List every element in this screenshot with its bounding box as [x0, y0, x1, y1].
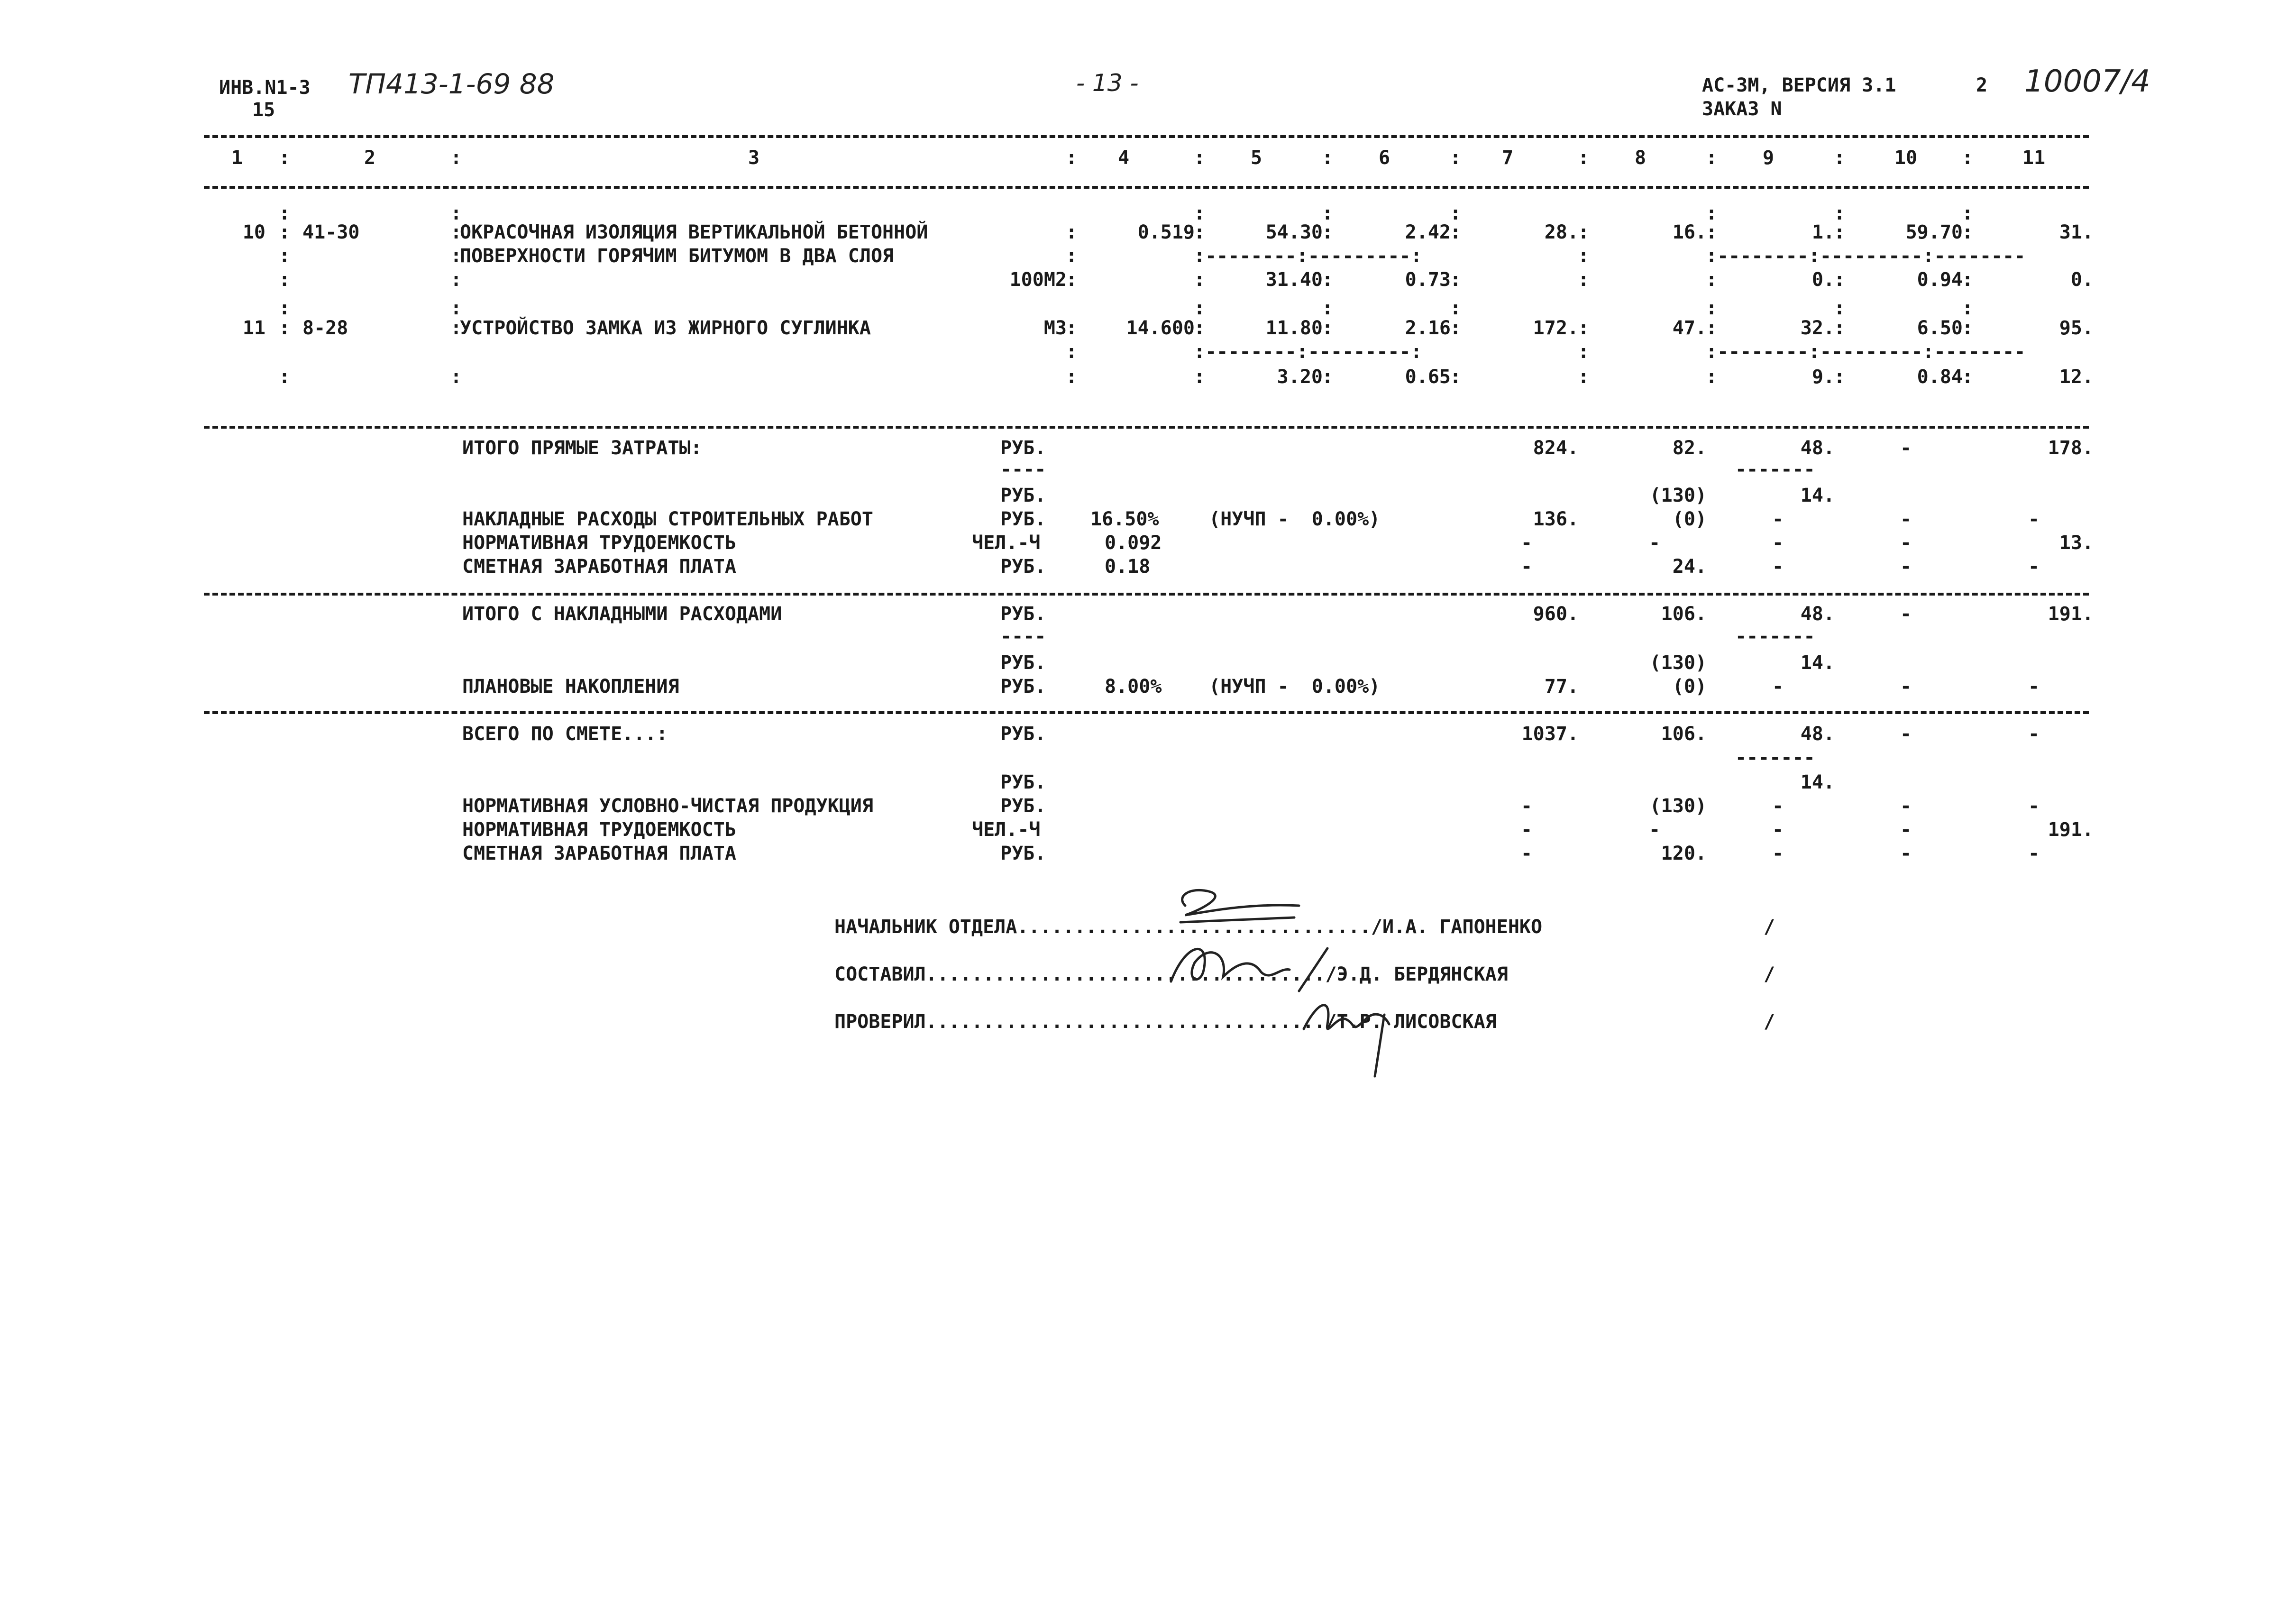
col-sep: :: [1194, 317, 1206, 339]
cell-c10: 6.50: [1917, 317, 1963, 339]
labor-label: НОРМАТИВНАЯ ТРУДОЕМКОСТЬ: [462, 819, 736, 841]
col-header-11: 11: [2022, 147, 2046, 169]
col-sep: :: [1962, 269, 1974, 291]
planned-unit: РУБ.: [1000, 676, 1046, 697]
cell-c9: -: [1772, 532, 1784, 554]
project-number-handwritten: ТП413-1-69 88: [348, 68, 555, 100]
col-sep: :: [1066, 317, 1078, 339]
col-sep: :: [450, 221, 462, 243]
row-code: 8-28: [302, 317, 348, 339]
col-sep: :: [450, 147, 462, 169]
wage-label: СМЕТНАЯ ЗАРАБОТНАЯ ПЛАТА: [462, 556, 736, 578]
col-sep: :: [1450, 269, 1462, 291]
cell-c7: 77.: [1544, 676, 1579, 697]
col-sep: :: [1834, 147, 1846, 169]
col-header-6: 6: [1378, 147, 1390, 169]
cell-c8: -: [1648, 532, 1661, 554]
summary-unit: РУБ.: [1000, 485, 1046, 506]
col-sep: :: [1834, 366, 1846, 388]
col-sep: :: [1450, 202, 1462, 224]
overhead-label: НАКЛАДНЫЕ РАСХОДЫ СТРОИТЕЛЬНЫХ РАБОТ: [462, 508, 873, 530]
cell-c6: 2.16: [1405, 317, 1451, 339]
col-sep: :: [1834, 317, 1846, 339]
col-sep: :: [1450, 366, 1462, 388]
cell-c9: 32.: [1800, 317, 1835, 339]
cell-c6-sub: 0.73: [1405, 269, 1451, 291]
cell-c10: -: [1900, 795, 1912, 817]
cell-c9: 48.: [1800, 437, 1835, 459]
cell-c9: 48.: [1800, 603, 1835, 625]
cell-c7: 172.: [1533, 317, 1579, 339]
col-sep: :: [279, 366, 291, 388]
col-header-1: 1: [231, 147, 243, 169]
col-sep: :: [1578, 245, 1590, 267]
summary-dashes: ----: [1000, 459, 1046, 480]
cell-c8: 47.: [1672, 317, 1707, 339]
inner-rule: :--------:---------:: [1194, 245, 1422, 267]
cell-c10: -: [1900, 508, 1912, 530]
version-number: 2: [1976, 74, 1988, 96]
col-sep: :: [1322, 147, 1334, 169]
col-sep: :: [1450, 221, 1462, 243]
planned-percent: 8.00%: [1105, 676, 1162, 697]
row-number: 11: [242, 317, 265, 339]
handwritten-signature-1: [1157, 877, 1327, 944]
col-sep: :: [1962, 366, 1974, 388]
col-sep: :: [1066, 147, 1078, 169]
col-sep: :: [1066, 341, 1078, 363]
cell-c5: 11.80: [1265, 317, 1323, 339]
cell-c11: 191.: [2048, 819, 2094, 841]
col-header-8: 8: [1634, 147, 1647, 169]
summary-label: ИТОГО ПРЯМЫЕ ЗАТРАТЫ:: [462, 437, 702, 459]
cell-c7: -: [1520, 819, 1533, 841]
col-sep: :: [1194, 221, 1206, 243]
cell-c10-sub: 0.84: [1917, 366, 1963, 388]
rule-header-bottom: [204, 186, 2089, 189]
cell-c11-sub: 0.: [2070, 269, 2094, 291]
col-sep: :: [1962, 297, 1974, 319]
cell-c11: -: [2028, 676, 2040, 697]
cell-c8: 120.: [1661, 843, 1707, 864]
col-sep: :: [1834, 202, 1846, 224]
cell-c9: -: [1772, 508, 1784, 530]
signature-line-compiler: СОСТАВИЛ.................................../Э.Д. БЕРДЯНСКАЯ: [834, 963, 1508, 985]
cell-c9-sub: 9.: [1811, 366, 1835, 388]
rule-summary-1: [204, 426, 2089, 429]
overhead-unit: РУБ.: [1000, 508, 1046, 530]
row-unit: 100М2: [1009, 269, 1067, 291]
col-sep: :: [1066, 366, 1078, 388]
col-sep: :: [1834, 221, 1846, 243]
col-sep: :: [1706, 297, 1718, 319]
total-label: ВСЕГО ПО СМЕТЕ...:: [462, 723, 668, 745]
total-c9-dashes: -------: [1735, 747, 1815, 769]
cell-c10: -: [1900, 437, 1912, 459]
cell-c7: -: [1520, 795, 1533, 817]
planned-nuchp: (НУЧП - 0.00%): [1209, 676, 1381, 697]
col-sep: :: [450, 202, 462, 224]
cell-c8: (0): [1672, 508, 1707, 530]
cell-c11: 191.: [2048, 603, 2094, 625]
cell-c10: -: [1900, 819, 1912, 841]
col-sep: :: [1322, 366, 1334, 388]
signature-slash: /: [1764, 963, 1775, 985]
col-sep: :: [279, 317, 291, 339]
col-sep: :: [450, 297, 462, 319]
overhead-nuchp: (НУЧП - 0.00%): [1209, 508, 1381, 530]
cell-c9-sub: 14.: [1800, 652, 1835, 674]
col-sep: :: [1578, 317, 1590, 339]
col-header-7: 7: [1501, 147, 1514, 169]
summary-unit: РУБ.: [1000, 437, 1046, 459]
cell-c4: 0.519: [1137, 221, 1195, 243]
cell-c8: 106.: [1661, 603, 1707, 625]
cell-c10-sub: 0.94: [1917, 269, 1963, 291]
col-sep: :: [1706, 202, 1718, 224]
col-sep: :: [1706, 221, 1718, 243]
col-sep: :: [1066, 221, 1078, 243]
netprod-label: НОРМАТИВНАЯ УСЛОВНО-ЧИСТАЯ ПРОДУКЦИЯ: [462, 795, 873, 817]
signature-line-checker: ПРОВЕРИЛ.................................../Т.Р. ЛИСОВСКАЯ: [834, 1011, 1497, 1033]
cell-c8: 106.: [1661, 723, 1707, 745]
col-sep: :: [1706, 366, 1718, 388]
rule-summary-2: [204, 593, 2089, 596]
col-sep: :: [1578, 269, 1590, 291]
cell-c8-sub: (130): [1649, 652, 1707, 674]
col-sep: :: [1322, 297, 1334, 319]
col-sep: :: [1834, 269, 1846, 291]
cell-c10: -: [1900, 603, 1912, 625]
cell-c7: 1037.: [1521, 723, 1579, 745]
col-sep: :: [1706, 269, 1718, 291]
cell-c9: -: [1772, 795, 1784, 817]
cell-c11: 13.: [2059, 532, 2094, 554]
cell-c10: -: [1900, 556, 1912, 578]
row-unit: М3: [1043, 317, 1067, 339]
col-header-10: 10: [1894, 147, 1918, 169]
cell-c7: -: [1520, 843, 1533, 864]
cell-c8: 24.: [1672, 556, 1707, 578]
signature-slash: /: [1764, 916, 1775, 938]
rule-top: [204, 135, 2089, 138]
col-sep: :: [279, 269, 291, 291]
cell-c7: -: [1520, 532, 1533, 554]
inventory-number: ИНВ.N1-3: [219, 77, 311, 99]
cell-c9-sub: 0.: [1811, 269, 1835, 291]
col-sep: :: [279, 147, 291, 169]
col-sep: :: [1322, 317, 1334, 339]
cell-c8: (130): [1649, 795, 1707, 817]
cell-c9: -: [1772, 556, 1784, 578]
page-number-handwritten: - 13 -: [1076, 69, 1139, 97]
cell-c8-sub: (130): [1649, 485, 1707, 506]
cell-c11: -: [2028, 556, 2040, 578]
col-sep: :: [1066, 245, 1078, 267]
cell-c10: -: [1900, 676, 1912, 697]
wage-unit: РУБ.: [1000, 843, 1046, 864]
col-sep: :: [1194, 147, 1206, 169]
cell-c9: -: [1772, 676, 1784, 697]
cell-c6-sub: 0.65: [1405, 366, 1451, 388]
cell-c10: -: [1900, 843, 1912, 864]
col-header-4: 4: [1117, 147, 1130, 169]
col-header-2: 2: [364, 147, 376, 169]
col-header-9: 9: [1762, 147, 1775, 169]
col-sep: :: [450, 317, 462, 339]
labor-label: НОРМАТИВНАЯ ТРУДОЕМКОСТЬ: [462, 532, 736, 554]
cell-c11: -: [2028, 795, 2040, 817]
col-sep: :: [1578, 221, 1590, 243]
cell-c4: 14.600: [1126, 317, 1195, 339]
cell-c7: 960.: [1533, 603, 1579, 625]
inner-rule: :--------:---------:--------: [1706, 245, 2026, 267]
col-sep: :: [1962, 202, 1974, 224]
summary-c9-dashes: -------: [1735, 625, 1815, 647]
cell-c9: 1.: [1811, 221, 1835, 243]
cell-c8: (0): [1672, 676, 1707, 697]
col-sep: :: [1322, 269, 1334, 291]
summary-unit: РУБ.: [1000, 603, 1046, 625]
col-sep: :: [279, 245, 291, 267]
summary-c9-dashes: -------: [1735, 459, 1815, 480]
wage-label: СМЕТНАЯ ЗАРАБОТНАЯ ПЛАТА: [462, 843, 736, 864]
summary-dashes: ----: [1000, 625, 1046, 647]
cell-c7: -: [1520, 556, 1533, 578]
col-sep: :: [1962, 147, 1974, 169]
col-sep: :: [1578, 366, 1590, 388]
col-sep: :: [1962, 221, 1974, 243]
cell-c11: 95.: [2059, 317, 2094, 339]
cell-c11: 178.: [2048, 437, 2094, 459]
wage-value: 0.18: [1105, 556, 1151, 578]
cell-c8: 82.: [1672, 437, 1707, 459]
col-sep: :: [1322, 221, 1334, 243]
cell-c9: -: [1772, 843, 1784, 864]
total-unit: РУБ.: [1000, 723, 1046, 745]
col-sep: :: [1450, 297, 1462, 319]
row-description: ОКРАСОЧНАЯ ИЗОЛЯЦИЯ ВЕРТИКАЛЬНОЙ БЕТОННОЙ: [460, 221, 928, 243]
cell-c11-sub: 12.: [2059, 366, 2094, 388]
col-sep: :: [1322, 202, 1334, 224]
rule-total: [204, 711, 2089, 714]
labor-unit: ЧЕЛ.-Ч: [972, 532, 1041, 554]
inner-rule: :--------:---------:--------: [1706, 341, 2026, 363]
row-number: 10: [242, 221, 265, 243]
cell-c5: 54.30: [1265, 221, 1323, 243]
col-sep: :: [1194, 366, 1206, 388]
cell-c11: 31.: [2059, 221, 2094, 243]
summary-unit: РУБ.: [1000, 652, 1046, 674]
cell-c7: 136.: [1533, 508, 1579, 530]
col-sep: :: [1066, 269, 1078, 291]
col-sep: :: [279, 297, 291, 319]
col-header-3: 3: [748, 147, 760, 169]
col-sep: :: [1578, 341, 1590, 363]
row-description-cont: ПОВЕРХНОСТИ ГОРЯЧИМ БИТУМОМ В ДВА СЛОЯ: [460, 245, 894, 267]
software-version: АС-3М, ВЕРСИЯ 3.1: [1702, 74, 1896, 96]
cell-c5-sub: 31.40: [1265, 269, 1323, 291]
cell-c7: 28.: [1544, 221, 1579, 243]
cell-c11: -: [2028, 843, 2040, 864]
order-label: ЗАКАЗ N: [1702, 98, 1782, 120]
wage-unit: РУБ.: [1000, 556, 1046, 578]
col-sep: :: [1706, 317, 1718, 339]
col-sep: :: [450, 245, 462, 267]
inner-rule: :--------:---------:: [1194, 341, 1422, 363]
cell-c6: 2.42: [1405, 221, 1451, 243]
col-header-5: 5: [1250, 147, 1262, 169]
signature-slash: /: [1764, 1011, 1775, 1033]
overhead-percent: 16.50%: [1090, 508, 1159, 530]
col-sep: :: [450, 366, 462, 388]
col-sep: :: [1578, 147, 1590, 169]
col-sep: :: [1706, 147, 1718, 169]
sheet-number: 15: [252, 99, 275, 121]
col-sep: :: [1834, 297, 1846, 319]
labor-value: 0.092: [1105, 532, 1162, 554]
planned-label: ПЛАНОВЫЕ НАКОПЛЕНИЯ: [462, 676, 679, 697]
cell-c9: 48.: [1800, 723, 1835, 745]
col-sep: :: [279, 221, 291, 243]
cell-c10: -: [1900, 532, 1912, 554]
row-description: УСТРОЙСТВО ЗАМКА ИЗ ЖИРНОГО СУГЛИНКА: [460, 317, 871, 339]
col-sep: :: [1450, 317, 1462, 339]
order-number-handwritten: 10007/4: [2024, 64, 2150, 99]
total-unit: РУБ.: [1000, 771, 1046, 793]
summary-label: ИТОГО С НАКЛАДНЫМИ РАСХОДАМИ: [462, 603, 782, 625]
labor-unit: ЧЕЛ.-Ч: [972, 819, 1041, 841]
col-sep: :: [1194, 202, 1206, 224]
cell-c11: -: [2028, 723, 2040, 745]
cell-c9-sub: 14.: [1800, 771, 1835, 793]
col-sep: :: [279, 202, 291, 224]
cell-c8: -: [1648, 819, 1661, 841]
signature-line-head: НАЧАЛЬНИК ОТДЕЛА.............................../И.А. ГАПОНЕНКО: [834, 916, 1543, 938]
cell-c8: 16.: [1672, 221, 1707, 243]
cell-c10: -: [1900, 723, 1912, 745]
cell-c10: 59.70: [1905, 221, 1963, 243]
cell-c11: -: [2028, 508, 2040, 530]
cell-c9-sub: 14.: [1800, 485, 1835, 506]
cell-c7: 824.: [1533, 437, 1579, 459]
cell-c9: -: [1772, 819, 1784, 841]
col-sep: :: [1194, 297, 1206, 319]
handwritten-signature-3: [1290, 986, 1432, 1081]
cell-c5-sub: 3.20: [1277, 366, 1323, 388]
row-code: 41-30: [302, 221, 360, 243]
col-sep: :: [1962, 317, 1974, 339]
netprod-unit: РУБ.: [1000, 795, 1046, 817]
col-sep: :: [450, 269, 462, 291]
col-sep: :: [1450, 147, 1462, 169]
col-sep: :: [1194, 269, 1206, 291]
